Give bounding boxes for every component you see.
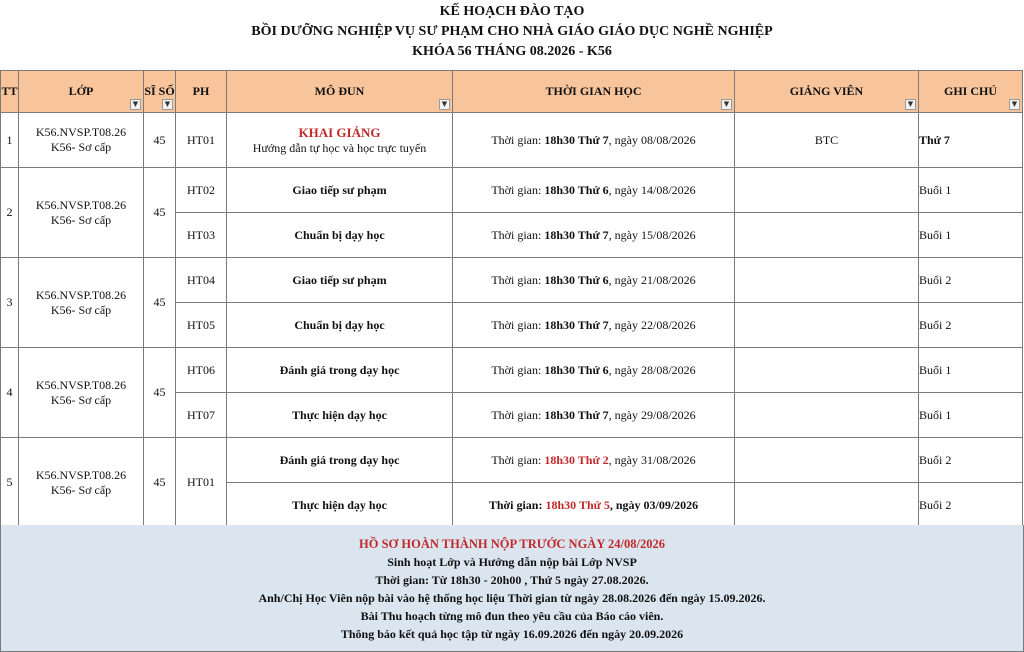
cell-giang-vien[interactable] xyxy=(735,303,919,348)
footer-line: Thông báo kết quả học tập từ ngày 16.09.2026 đến ngày 20.09.2026 xyxy=(340,627,684,641)
cell-ghi-chu[interactable]: Buổi 1 xyxy=(919,348,1023,393)
cell-time[interactable]: Thời gian: 18h30 Thứ 6, ngày 21/08/2026 xyxy=(453,258,735,303)
cell-si-so[interactable]: 45 xyxy=(144,258,176,348)
cell-tt[interactable]: 4 xyxy=(1,348,19,438)
cell-ghi-chu[interactable]: Buổi 1 xyxy=(919,213,1023,258)
footer-line: Bài Thu hoạch từng mô đun theo yêu cầu của Báo cáo viên. xyxy=(360,609,664,623)
cell-module[interactable]: Thực hiện dạy học xyxy=(227,483,453,528)
cell-time[interactable]: Thời gian: 18h30 Thứ 7, ngày 29/08/2026 xyxy=(453,393,735,438)
cell-module[interactable]: Đánh giá trong dạy học xyxy=(227,348,453,393)
header-row xyxy=(1,71,1023,113)
cell-ghi-chu[interactable]: Buổi 2 xyxy=(919,303,1023,348)
table-row xyxy=(1,348,1023,393)
cell-module[interactable]: Thực hiện dạy học xyxy=(227,393,453,438)
cell-module[interactable]: Giao tiếp sư phạm xyxy=(227,168,453,213)
title-line-2: BỒI DƯỠNG NGHIỆP VỤ SƯ PHẠM CHO NHÀ GIÁO GIÁO DỤC NGHỀ NGHIỆP xyxy=(251,24,773,39)
cell-ph[interactable]: HT02 xyxy=(176,168,227,213)
cell-ghi-chu[interactable]: Buổi 2 xyxy=(919,258,1023,303)
cell-ph[interactable]: HT01 xyxy=(176,438,227,528)
cell-ph[interactable]: HT04 xyxy=(176,258,227,303)
cell-ghi-chu[interactable]: Thứ 7 xyxy=(919,113,1023,168)
header-ghi-chu[interactable]: GHI CHÚ ▼ xyxy=(919,71,1023,113)
header-tt[interactable]: TT xyxy=(1,71,19,113)
cell-module[interactable]: Đánh giá trong dạy học xyxy=(227,438,453,483)
cell-ghi-chu[interactable]: Buổi 1 xyxy=(919,168,1023,213)
chevron-down-icon[interactable]: ▼ xyxy=(1009,99,1020,110)
chevron-down-icon[interactable]: ▼ xyxy=(905,99,916,110)
cell-giang-vien[interactable] xyxy=(735,348,919,393)
cell-time[interactable]: Thời gian: 18h30 Thứ 5, ngày 03/09/2026 xyxy=(453,483,735,528)
cell-time[interactable]: Thời gian: 18h30 Thứ 2, ngày 31/08/2026 xyxy=(453,438,735,483)
chevron-down-icon[interactable]: ▼ xyxy=(162,99,173,110)
cell-si-so[interactable]: 45 xyxy=(144,113,176,168)
cell-time[interactable]: Thời gian: 18h30 Thứ 7, ngày 22/08/2026 xyxy=(453,303,735,348)
cell-giang-vien[interactable] xyxy=(735,393,919,438)
cell-tt[interactable]: 1 xyxy=(1,113,19,168)
cell-giang-vien[interactable] xyxy=(735,483,919,528)
cell-si-so[interactable]: 45 xyxy=(144,348,176,438)
header-lop[interactable]: LỚP ▼ xyxy=(19,71,144,113)
cell-giang-vien[interactable] xyxy=(735,438,919,483)
cell-ph[interactable]: HT06 xyxy=(176,348,227,393)
cell-giang-vien[interactable]: BTC xyxy=(735,113,919,168)
cell-module[interactable]: Giao tiếp sư phạm xyxy=(227,258,453,303)
cell-lop[interactable]: K56.NVSP.T08.26 K56- Sơ cấp xyxy=(19,258,144,348)
cell-time[interactable]: Thời gian: 18h30 Thứ 6, ngày 14/08/2026 xyxy=(453,168,735,213)
footer-line: Thời gian: Từ 18h30 - 20h00 , Thứ 5 ngày 27.08.2026. xyxy=(375,573,649,587)
cell-giang-vien[interactable] xyxy=(735,258,919,303)
header-mo-dun[interactable]: MÔ ĐUN ▼ xyxy=(227,71,453,113)
header-ph[interactable]: PH xyxy=(176,71,227,113)
document-title xyxy=(0,0,1024,70)
cell-ph[interactable]: HT07 xyxy=(176,393,227,438)
footer-line: Anh/Chị Học Viên nộp bài vào hệ thống học liệu Thời gian từ ngày 28.08.2026 đến ngày 15.09.2026. xyxy=(258,591,766,605)
cell-module[interactable]: Chuẩn bị dạy học xyxy=(227,213,453,258)
cell-time[interactable]: Thời gian: 18h30 Thứ 7, ngày 15/08/2026 xyxy=(453,213,735,258)
cell-module[interactable]: Chuẩn bị dạy học xyxy=(227,303,453,348)
table-row xyxy=(1,438,1023,483)
cell-si-so[interactable]: 45 xyxy=(144,438,176,528)
header-si-so[interactable]: SĨ SỐ ▼ xyxy=(144,71,176,113)
table-row xyxy=(1,168,1023,213)
cell-ph[interactable]: HT05 xyxy=(176,303,227,348)
cell-giang-vien[interactable] xyxy=(735,213,919,258)
header-giang-vien[interactable]: GIẢNG VIÊN ▼ xyxy=(735,71,919,113)
cell-time[interactable]: Thời gian: 18h30 Thứ 7, ngày 08/08/2026 xyxy=(453,113,735,168)
cell-lop[interactable]: K56.NVSP.T08.26 K56- Sơ cấp xyxy=(19,438,144,528)
cell-lop[interactable]: K56.NVSP.T08.26 K56- Sơ cấp xyxy=(19,113,144,168)
table-row xyxy=(1,113,1023,168)
cell-module[interactable]: KHAI GIẢNG Hướng dẫn tự học và học trực tuyến xyxy=(227,113,453,168)
cell-time[interactable]: Thời gian: 18h30 Thứ 6, ngày 28/08/2026 xyxy=(453,348,735,393)
cell-tt[interactable]: 3 xyxy=(1,258,19,348)
title-line-1: KẾ HOẠCH ĐÀO TẠO xyxy=(439,4,585,19)
cell-si-so[interactable]: 45 xyxy=(144,168,176,258)
cell-ghi-chu[interactable]: Buổi 2 xyxy=(919,438,1023,483)
cell-tt[interactable]: 5 xyxy=(1,438,19,528)
schedule-table xyxy=(0,70,1023,528)
header-thoi-gian[interactable]: THỜI GIAN HỌC ▼ xyxy=(453,71,735,113)
chevron-down-icon[interactable]: ▼ xyxy=(439,99,450,110)
cell-giang-vien[interactable] xyxy=(735,168,919,213)
cell-ph[interactable]: HT03 xyxy=(176,213,227,258)
title-line-3: KHÓA 56 THÁNG 08.2026 - K56 xyxy=(412,44,612,59)
table-row xyxy=(1,258,1023,303)
cell-lop[interactable]: K56.NVSP.T08.26 K56- Sơ cấp xyxy=(19,168,144,258)
cell-ghi-chu[interactable]: Buổi 2 xyxy=(919,483,1023,528)
footer-notes xyxy=(0,525,1024,652)
cell-ghi-chu[interactable]: Buổi 1 xyxy=(919,393,1023,438)
chevron-down-icon[interactable]: ▼ xyxy=(721,99,732,110)
footer-line: Sinh hoạt Lớp và Hướng dẫn nộp bài Lớp NVSP xyxy=(387,555,637,569)
cell-tt[interactable]: 2 xyxy=(1,168,19,258)
cell-ph[interactable]: HT01 xyxy=(176,113,227,168)
chevron-down-icon[interactable]: ▼ xyxy=(130,99,141,110)
deadline-notice: HỒ SƠ HOÀN THÀNH NỘP TRƯỚC NGÀY 24/08/2026 xyxy=(359,537,665,551)
cell-lop[interactable]: K56.NVSP.T08.26 K56- Sơ cấp xyxy=(19,348,144,438)
